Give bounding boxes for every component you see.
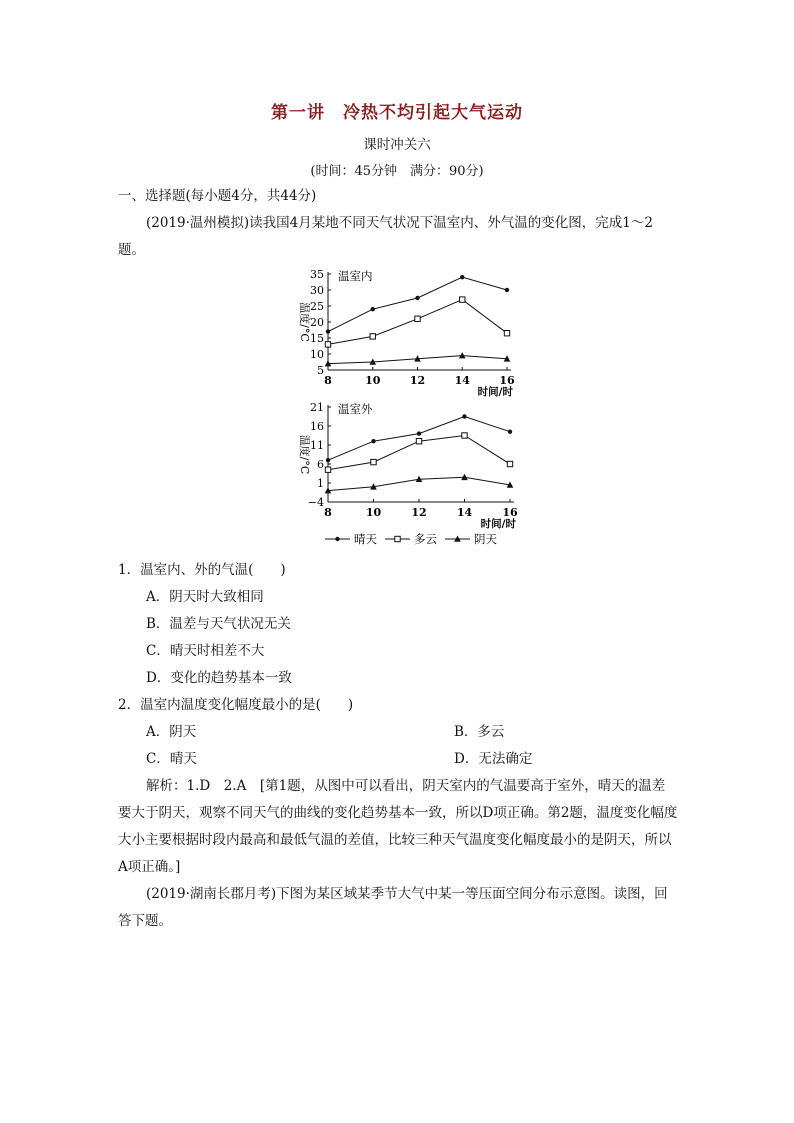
legend-cloudy-marker bbox=[395, 536, 400, 541]
q2-option-a[interactable]: A．阴天 bbox=[146, 724, 197, 740]
legend-sunny-marker bbox=[335, 537, 339, 541]
chart-inside bbox=[298, 268, 515, 398]
chart-1-point-square bbox=[325, 342, 330, 347]
chart-1-x-tick-label: 12 bbox=[409, 374, 426, 387]
q1-option-d[interactable]: D．变化的趋势基本一致 bbox=[146, 670, 292, 686]
chart-1-x-label: 时间/时 bbox=[477, 386, 513, 398]
chart-1-point-dot bbox=[505, 288, 509, 292]
chart-2-x-tick-label: 12 bbox=[411, 506, 427, 519]
chart-2-point-dot bbox=[371, 439, 375, 443]
legend-sunny-label: 晴天 bbox=[354, 532, 377, 546]
chart-1-x-tick-label: 14 bbox=[454, 374, 470, 387]
chart-1-point-dot bbox=[415, 296, 419, 300]
chart-2-point-dot bbox=[508, 430, 512, 434]
chart-2-x-tick-label: 8 bbox=[324, 506, 332, 519]
page-title: 第一讲 冷热不均引起大气运动 bbox=[271, 103, 523, 123]
chart-1-point-dot bbox=[326, 329, 330, 333]
chart-2-y-tick-label: 1 bbox=[317, 477, 324, 490]
next-question-intro: (2019·湖南长郡月考)下图为某区域某季节大气中某一等压面空间分布示意图。读图，回答下题。 bbox=[118, 886, 668, 929]
chart-1-point-triangle bbox=[459, 352, 466, 358]
chart-1-point-square bbox=[460, 297, 465, 302]
chart-1-series-1-line bbox=[328, 277, 507, 331]
chart-2-y-tick-label: 11 bbox=[310, 439, 324, 452]
q1-option-a[interactable]: A．阴天时大致相同 bbox=[146, 589, 264, 605]
time-info: (时间：45分钟 满分：90分) bbox=[310, 164, 484, 179]
chart-2-x-tick-label: 16 bbox=[502, 506, 518, 519]
chart-2-title: 温室外 bbox=[338, 402, 373, 416]
chart-2-y-tick-label: −4 bbox=[307, 496, 324, 509]
chart-outside bbox=[298, 401, 518, 530]
q1-option-c[interactable]: C．晴天时相差不大 bbox=[146, 643, 265, 659]
chart-1-y-tick-label: 25 bbox=[310, 300, 324, 313]
chart-2-point-square bbox=[416, 439, 421, 444]
chart-1-point-square bbox=[370, 334, 375, 339]
chart-2-x-tick-label: 10 bbox=[365, 506, 382, 519]
section-heading: 一、选择题(每小题4分，共44分) bbox=[118, 188, 317, 204]
chart-2-y-tick-label: 21 bbox=[310, 401, 324, 414]
chart-2-point-dot bbox=[462, 414, 466, 418]
chart-1-y-label: 温度/°C bbox=[298, 302, 311, 342]
temperature-charts bbox=[290, 262, 540, 552]
chart-2-y-tick-label: 6 bbox=[317, 458, 324, 471]
chart-1-x-tick-label: 10 bbox=[365, 374, 381, 387]
chart-1-x-tick-label: 16 bbox=[499, 374, 515, 387]
q2-option-b[interactable]: B．多云 bbox=[454, 724, 505, 740]
chart-1-y-tick-label: 30 bbox=[310, 284, 324, 297]
chart-2-point-dot bbox=[326, 458, 330, 462]
chart-2-point-square bbox=[507, 461, 512, 466]
legend-cloudy-label: 多云 bbox=[414, 532, 437, 546]
chart-2-y-label: 温度/°C bbox=[298, 434, 311, 475]
chart-1-series-2-line bbox=[328, 300, 507, 345]
chart-1-title: 温室内 bbox=[338, 269, 373, 283]
q2-option-c[interactable]: C．晴天 bbox=[146, 751, 197, 767]
chart-1-point-dot bbox=[460, 275, 464, 279]
legend-overcast-label: 阴天 bbox=[474, 532, 497, 546]
chart-1-x-tick-label: 8 bbox=[324, 374, 332, 387]
chart-1-y-tick-label: 20 bbox=[310, 316, 324, 329]
page-subtitle: 课时冲关六 bbox=[363, 137, 431, 153]
chart-1-point-square bbox=[415, 316, 420, 321]
chart-1-y-tick-label: 35 bbox=[310, 268, 324, 281]
question-intro: (2019·温州模拟)读我国4月某地不同天气状况下温室内、外气温的变化图，完成1～2题。 bbox=[118, 215, 653, 258]
q1-option-b[interactable]: B．温差与天气状况无关 bbox=[146, 616, 291, 632]
chart-1-y-tick-label: 10 bbox=[310, 348, 324, 361]
chart-2-x-tick-label: 14 bbox=[456, 506, 473, 519]
q2-stem: 2．温室内温度变化幅度最小的是( ) bbox=[118, 697, 354, 713]
chart-1-y-tick-label: 5 bbox=[317, 364, 324, 377]
chart-2-point-square bbox=[371, 459, 376, 464]
chart-1-y-tick-label: 15 bbox=[310, 332, 324, 345]
chart-2-point-dot bbox=[417, 431, 421, 435]
chart-2-point-square bbox=[325, 467, 330, 472]
q1-stem: 1．温室内、外的气温( ) bbox=[118, 562, 286, 578]
chart-2-point-square bbox=[462, 433, 467, 438]
q2-option-d[interactable]: D．无法确定 bbox=[454, 751, 533, 767]
chart-1-point-dot bbox=[371, 307, 375, 311]
analysis-text: 解析：1.D 2.A [第1题，从图中可以看出，阴天室内的气温要高于室外，晴天的温差要大于阴天，观察不同天气的曲线的变化趋势基本一致，所以D项正确。第2题，温度变化幅度大小主要根据时段内最高和最低气温的差值，比较三种天气温度变化幅度最小的是阴天，所以A项正确。] bbox=[118, 778, 678, 875]
chart-2-y-tick-label: 16 bbox=[310, 420, 324, 433]
chart-legend bbox=[325, 532, 497, 546]
chart-2-x-label: 时间/时 bbox=[480, 518, 516, 530]
chart-1-point-square bbox=[504, 331, 509, 336]
